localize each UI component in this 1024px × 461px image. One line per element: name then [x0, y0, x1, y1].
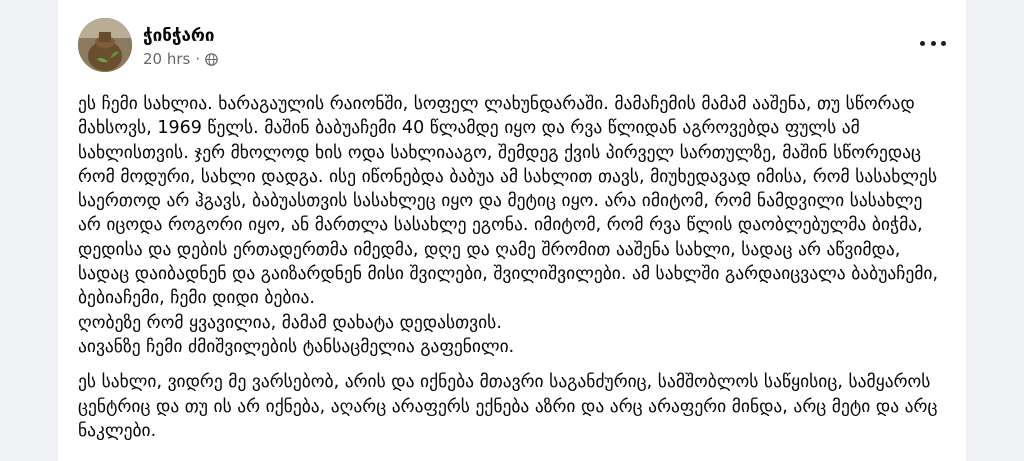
more-options-icon[interactable]: [920, 33, 946, 53]
meta-separator: ·: [195, 50, 201, 68]
post-timestamp[interactable]: 20 hrs: [143, 50, 191, 68]
post-card: [58, 0, 966, 461]
more-dot: [941, 41, 946, 46]
post-meta: [143, 50, 218, 68]
post-body: [78, 92, 948, 443]
avatar-image: [78, 18, 132, 72]
globe-icon[interactable]: [205, 53, 218, 66]
post-paragraph: ღობეზე რომ ყვავილია, მამამ დახატა დედასთვის.: [78, 312, 502, 333]
avatar[interactable]: [78, 18, 132, 72]
post-paragraph: აივანზე ჩემი ძმიშვილების ტანსაცმელია გაფენილი.: [78, 336, 515, 357]
post-paragraph: ეს სახლი, ვიდრე მე ვარსებობ, არის და იქნება მთავრი საგანძურიც, სამშობლოს საწყისიც, სამყაროს ცენტრიც და თუ ის არ იქნება, აღარც არაფერს ექნება აზრი და არც არაფერი მინდა, არც მეტი და არც ნაკლები.: [78, 372, 938, 441]
post-author[interactable]: ჭინჭარი: [143, 26, 215, 46]
more-dot: [931, 41, 936, 46]
post-paragraph: ეს ჩემი სახლია. ხარაგაულის რაიონში, სოფელ ლახუნდარაში. მამაჩემის მამამ ააშენა, თუ სწორად მახსოვს, 1969 წელს. მაშინ ბაბუაჩემი 40 წლამდე იყო და რვა წლიდან აგროვებდა ფულს ამ სახლისთვის. ჯერ მხოლოდ ხის ოდა სახლიააგო, შემდეგ ქვის პირველ სართულზე, მაშინ სწორედაც რომ მოდური, სახლი დადგა. ისე იწონებდა ბაბუა ამ სახლით თავს, მიუხედავად იმისა, რომ სასახლეს საერთოდ არ ჰგავს, ბაბუასთვის სასახლეც იყო და მეტიც იყო. არა იმიტომ, რომ ნამდვილი სასახლე არ იცოდა როგორი იყო, ან მართლა სასახლე ეგონა. იმიტომ, რომ რვა წლის დაობლებულმა ბიჭმა, დედისა და დების ერთადერთმა იმედმა, დღე და ღამე შრომით ააშენა სახლი, სადაც არ აწვიმდა, სადაც დაიბადნენ და გაიზარდნენ მისი შვილები, შვილიშვილები. ამ სახლში გარდაიცვალა ბაბუაჩემი, ბებიაჩემი, ჩემი დიდი ბებია.: [78, 94, 939, 309]
more-dot: [920, 41, 925, 46]
